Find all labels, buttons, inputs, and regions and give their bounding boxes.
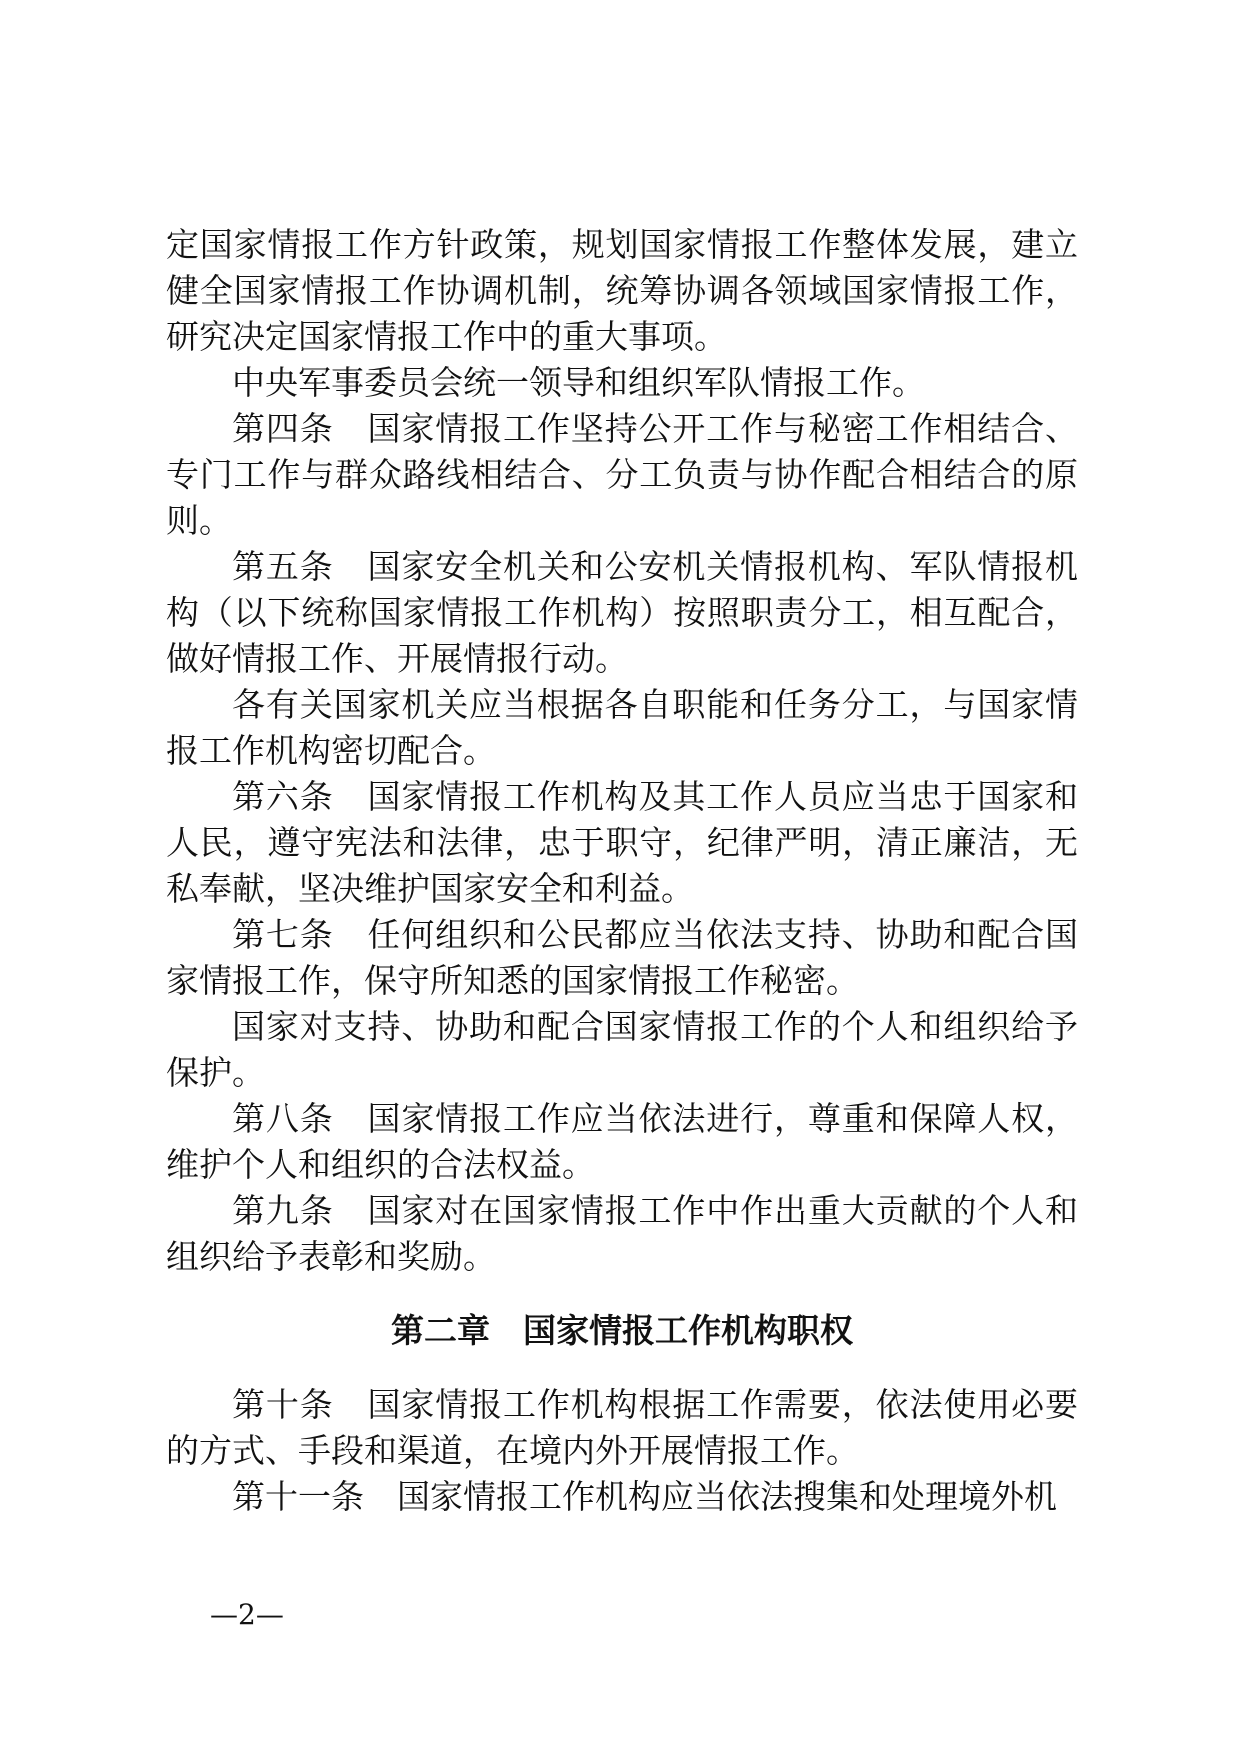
paragraph: 国家对支持、协助和配合国家情报工作的个人和组织给予保护。 [166,1007,1078,1092]
article-6: 第六条 国家情报工作机构及其工作人员应当忠于国家和人民，遵守宪法和法律，忠于职守，纪律严明，清正廉洁，无私奉献，坚决维护国家安全和利益。 [166,777,1078,908]
article-4: 第四条 国家情报工作坚持公开工作与秘密工作相结合、专门工作与群众路线相结合、分工负责与协作配合相结合的原则。 [166,409,1078,540]
article-8: 第八条 国家情报工作应当依法进行，尊重和保障人权，维护个人和组织的合法权益。 [166,1099,1078,1184]
chapter-title: 第二章 国家情报工作机构职权 [391,1311,853,1350]
article-5: 第五条 国家安全机关和公安机关情报机构、军队情报机构（以下统称国家情报工作机构）按照职责分工，相互配合，做好情报工作、开展情报行动。 [166,547,1078,678]
page-number: —2— [210,1598,284,1631]
paragraph-continuation: 定国家情报工作方针政策，规划国家情报工作整体发展，建立健全国家情报工作协调机制，统筹协调各领域国家情报工作，研究决定国家情报工作中的重大事项。 [166,225,1078,356]
article-10: 第十条 国家情报工作机构根据工作需要，依法使用必要的方式、手段和渠道，在境内外开展情报工作。 [166,1385,1078,1470]
document-body [166,222,1078,1520]
paragraph: 中央军事委员会统一领导和组织军队情报工作。 [232,363,925,402]
article-7: 第七条 任何组织和公民都应当依法支持、协助和配合国家情报工作，保守所知悉的国家情报工作秘密。 [166,915,1078,1000]
paragraph: 各有关国家机关应当根据各自职能和任务分工，与国家情报工作机构密切配合。 [166,685,1078,770]
article-11: 第十一条 国家情报工作机构应当依法搜集和处理境外机 [232,1477,1057,1516]
article-9: 第九条 国家对在国家情报工作中作出重大贡献的个人和组织给予表彰和奖励。 [166,1191,1078,1276]
